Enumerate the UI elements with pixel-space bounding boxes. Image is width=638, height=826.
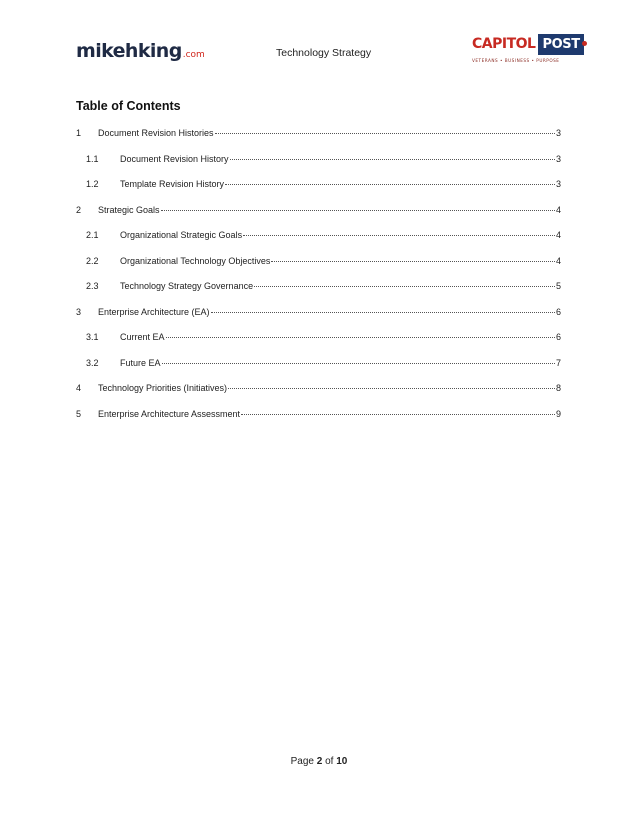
- toc-dot-leader: [225, 184, 555, 185]
- toc-entry-page[interactable]: 4: [555, 255, 561, 266]
- toc-entry-title[interactable]: Current EA: [120, 332, 165, 342]
- toc-entry-page[interactable]: 6: [555, 332, 561, 342]
- toc-dot-leader: [166, 337, 555, 338]
- toc-dot-leader: [241, 414, 555, 415]
- toc-dot-leader: [161, 210, 555, 211]
- logo-tagline: VETERANS • BUSINESS • PURPOSE: [472, 58, 560, 63]
- toc-entry-page[interactable]: 3: [555, 179, 561, 189]
- toc-entry-number: 3: [76, 306, 82, 317]
- toc-entry-number: 1: [76, 128, 82, 138]
- toc-dot-leader: [162, 363, 555, 364]
- toc-entry[interactable]: [86, 179, 561, 193]
- toc-dot-leader: [254, 286, 555, 287]
- capitol-post-logo: [472, 34, 580, 68]
- toc-dot-leader: [271, 261, 555, 262]
- toc-entry-number: 2.2: [86, 255, 99, 266]
- logo-tld-text: .com: [182, 50, 205, 60]
- toc-entry-number: 2.1: [86, 230, 99, 240]
- toc-entry-title[interactable]: Enterprise Architecture Assessment: [98, 408, 241, 419]
- toc-entry[interactable]: [76, 383, 561, 397]
- toc-entry-page[interactable]: 8: [555, 383, 561, 393]
- toc-entry-page[interactable]: 4: [555, 204, 561, 215]
- toc-entry-number: 3.2: [86, 357, 99, 368]
- toc-entry-title[interactable]: Template Revision History: [120, 179, 225, 189]
- toc-entry[interactable]: [76, 128, 561, 142]
- toc-entry-page[interactable]: 6: [555, 306, 561, 317]
- toc-entry-title[interactable]: Document Revision History: [120, 153, 229, 164]
- toc-heading: Table of Contents: [76, 99, 181, 113]
- toc-entry-number: 3.1: [86, 332, 99, 342]
- toc-entry-title[interactable]: Technology Strategy Governance: [120, 281, 254, 291]
- toc-entry-page[interactable]: 5: [555, 281, 561, 291]
- toc-entry[interactable]: [86, 358, 561, 372]
- toc-entry-title[interactable]: Document Revision Histories: [98, 128, 214, 138]
- toc-entry-title[interactable]: Organizational Strategic Goals: [120, 230, 243, 240]
- toc-entry-page[interactable]: 4: [555, 230, 561, 240]
- toc-entry[interactable]: [86, 281, 561, 295]
- toc-entry-number: 1.1: [86, 153, 99, 164]
- logo-post-box: [538, 34, 583, 55]
- toc-dot-leader: [243, 235, 555, 236]
- toc-dot-leader: [230, 159, 555, 160]
- footer-current-page: 2: [316, 756, 323, 767]
- toc-entry[interactable]: [86, 332, 561, 346]
- toc-entry-title[interactable]: Future EA: [120, 357, 161, 368]
- toc-entry-page[interactable]: 3: [555, 153, 561, 164]
- toc-entry-number: 4: [76, 383, 82, 393]
- toc-entry-title[interactable]: Strategic Goals: [98, 204, 160, 215]
- footer-of-label: of: [325, 756, 334, 767]
- logo-post-text: POST: [542, 36, 580, 52]
- toc-entry-page[interactable]: 9: [555, 408, 561, 419]
- mikehking-logo: [76, 40, 205, 62]
- toc-entry-number: 2.3: [86, 281, 99, 291]
- toc-entry-title[interactable]: Technology Priorities (Initiatives): [98, 383, 228, 393]
- toc-dot-leader: [215, 133, 555, 134]
- toc-entry[interactable]: [86, 256, 561, 270]
- document-title: Technology Strategy: [276, 47, 372, 59]
- toc-entry[interactable]: [76, 205, 561, 219]
- toc-entry[interactable]: [76, 307, 561, 321]
- toc-entry-number: 2: [76, 204, 82, 215]
- logo-brand-text: mikehking: [76, 40, 182, 62]
- logo-dot-icon: [582, 41, 587, 46]
- toc-entry-page[interactable]: 3: [555, 128, 561, 138]
- footer-total-pages: 10: [336, 756, 348, 767]
- page-header: [0, 0, 638, 80]
- toc-dot-leader: [228, 388, 555, 389]
- logo-capitol-text: CAPITOL: [472, 36, 536, 52]
- toc-entry[interactable]: [86, 230, 561, 244]
- toc-entry-title[interactable]: Enterprise Architecture (EA): [98, 306, 210, 317]
- toc-entry-title[interactable]: Organizational Technology Objectives: [120, 255, 271, 266]
- page-footer: [0, 756, 638, 767]
- toc-entry[interactable]: [86, 154, 561, 168]
- toc-entry-page[interactable]: 7: [555, 357, 561, 368]
- toc-entry-number: 5: [76, 408, 82, 419]
- toc-entry[interactable]: [76, 409, 561, 423]
- footer-page-label: Page: [290, 756, 314, 767]
- toc-dot-leader: [211, 312, 555, 313]
- toc-entry-number: 1.2: [86, 179, 99, 189]
